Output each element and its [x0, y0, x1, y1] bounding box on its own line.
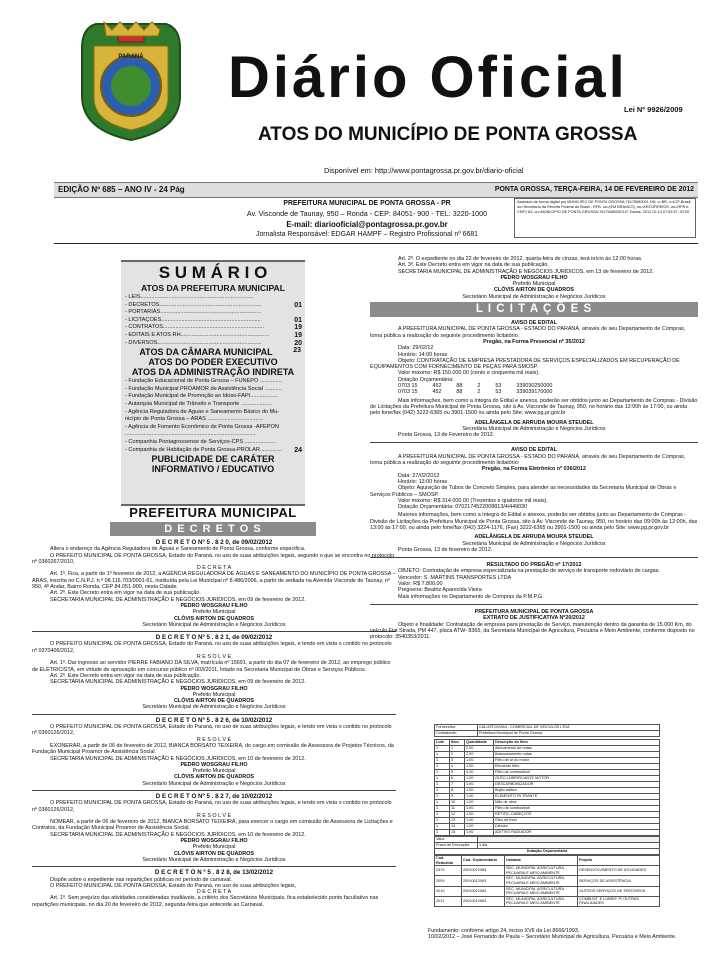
pregao-17-auctioneer: Pregoeira: Beatriz Aparecida Vieira: [398, 587, 482, 594]
table-cell: SEC. MUNICIPAL AGRICULTURA, PECUARIA E MEIO AMBIENTE: [505, 876, 578, 886]
table-cell: DESCARBONIZADOR: [494, 782, 660, 788]
table-cell: 1,00: [465, 794, 494, 800]
decree-5821-mayor: PEDRO WOSGRAU FILHO: [180, 685, 248, 692]
decree-5826-secretary: CLÓVIS AIRTON DE QUADROS: [174, 774, 254, 781]
edital-35-budget-row: 0703 15 452 88 2 53 339030250000: [398, 383, 553, 390]
decree-5821-secretary-role: Secretário Municipal de Administração e Negócios Jurídicos: [142, 704, 286, 711]
decree-5828-secretaria: SECRETARIA MUNICIPAL DE ADMINISTRAÇÃO E NEGÓCIOS JURÍDICOS, em 13 de fevereiro de 2012.: [398, 268, 654, 275]
summary-item[interactable]: [125, 409, 302, 417]
extrato-20-object: Objeto e finalidade: Contratação de empresa para prestação de Serviço, manutenção dentro da garantia de 15.000 Km, do veículo Fiat Strada, PM 447, placa ATW- 8365, da Secretaria Municipal de Agricultura, Pecuária e Meio Ambiente, conforme disposto no protocolo: 3540353/2011.: [370, 621, 695, 641]
newspaper-title: Diário Oficial: [228, 45, 628, 110]
table-cell: ELEMENTO FILTRANTE: [494, 794, 660, 800]
table-cell: 1: [435, 776, 450, 782]
table-cell: 11: [450, 806, 465, 812]
pregao-17-heading: RESULTADO DO PREGÃO nº 17/2012: [486, 562, 582, 569]
summary-box: [121, 260, 305, 506]
summary-item-label: - DIVERSOS...................................................................: [125, 339, 262, 346]
extrato-footer: [400, 928, 698, 941]
decree-5821-art2: Art. 2º. Este Decreto entra em vigor na data de sua publicação.: [50, 672, 201, 679]
summary-item-label: - Agência Reguladora de Águas e Saneamento Básico do Mu-: [125, 408, 280, 415]
law-reference: Lei Nº 9926/2009: [624, 105, 683, 114]
divider: [370, 604, 698, 605]
summary-item-page: [288, 409, 302, 417]
pregao-17-info: Mais informações no Departamento de Compras da P.M.P.G.: [398, 593, 544, 600]
summary-section-prefeitura: ATOS DA PREFEITURA MUNICIPAL: [140, 283, 286, 293]
table-cell: Mão de obra: [494, 800, 660, 806]
summary-item-page: [288, 439, 302, 447]
supplier-label: Fornecedor:: [435, 725, 478, 731]
summary-section-executivo: ATOS DO PODER EXECUTIVO: [148, 357, 278, 368]
decree-5820-secretaria: SECRETARIA MUNICIPAL DE ADMINISTRAÇÃO E NEGÓCIOS JURÍDICOS, em 09 de fevereiro de 2012.: [50, 596, 306, 603]
decree-5826-article: EXONERAR, a partir de 06 de fevereiro de 2012, BIANCA BORSATO TEIXEIRA, do cargo em comissão de Assessora de Projetos Técnicos, da Fundação Municipal Proamor de Assistência Social.: [32, 742, 394, 756]
summary-item-label: - LEIS.........................................................................: [125, 294, 254, 300]
table-row: [435, 886, 660, 896]
table-row: [435, 866, 660, 876]
extrato-20-heading: EXTRATO DE JUSTIFICATIVA Nº20/2012: [483, 615, 585, 622]
summary-item-page: [288, 294, 302, 302]
table-cell: 1: [435, 830, 450, 836]
table-cell: 1: [435, 764, 450, 770]
edital-35-heading: AVISO DE EDITAL: [511, 320, 557, 327]
decree-5821-resolve: R E S O L V E: [196, 654, 232, 661]
decretos-section-bar: D E C R E T O S: [110, 522, 316, 536]
table-cell: 1,00: [465, 824, 494, 830]
decree-5826-heading: D E C R E T O Nº 5 . 8 2 6, de 10/02/2012: [155, 716, 273, 724]
decree-5820-mayor-role: Prefeito Municipal: [192, 609, 236, 616]
summary-item-label: - Agência de Fomento Econômico de Ponta Grossa -AFEPON: [125, 423, 279, 430]
decree-5828-decreta: D E C R E T A: [196, 889, 232, 896]
edition-date: PONTA GROSSA, TERÇA-FEIRA, 14 DE FEVEREIRO DE 2012: [494, 186, 694, 193]
summary-item-page: 24: [294, 446, 302, 454]
summary-item-label: nicípio de Ponta Grossa – ARAS ....................................: [125, 416, 264, 423]
decree-5820-mayor: PEDRO WOSGRAU FILHO: [180, 602, 248, 609]
publisher-journalist: Jornalista Responsável: EDGAR HAMPF – Registro Profissional nº 6681: [256, 231, 478, 238]
summary-item-label: - PORTARIAS.................................................................: [125, 309, 262, 316]
total-label: Valor:: [435, 837, 478, 843]
table-header-cell: Quantidade: [465, 740, 494, 746]
edital-35-budget-label: Dotação Orçamentária:: [398, 376, 454, 383]
prefeitura-heading: PREFEITURA MUNICIPAL: [129, 505, 297, 520]
edital-36-heading: AVISO DE EDITAL: [511, 447, 557, 454]
table-cell: 1,00: [465, 818, 494, 824]
decree-5827-heading: D E C R E T O Nº 5 . 8 2 7, de 10/02/2012: [155, 792, 273, 800]
divider: [32, 866, 396, 867]
extrato-signature-line: 10/02/2012 – José Fernando de Paula – Secretário Municipal de Agricultura, Pecuária e Meio Ambiente.: [428, 934, 677, 941]
table-cell: 10: [450, 800, 465, 806]
table-row: [435, 830, 660, 836]
table-cell: 2009: [435, 876, 462, 886]
extrato-prefeitura: PREFEITURA MUNICIPAL DE PONTA GROSSA: [474, 608, 594, 615]
table-cell: SERVIÇOS DE ASSISTÊNCIA: [578, 876, 660, 886]
table-cell: 1,00: [465, 788, 494, 794]
summary-item-page: 20: [294, 339, 302, 347]
edital-36-date: Data: 27/02/2012: [398, 472, 440, 479]
right-column: [370, 256, 698, 640]
licitacoes-section-bar: L I C I T A Ç Õ E S: [370, 302, 698, 317]
edital-36-signatory: ADELÂNGELA DE ARRUDA MOURA STEUDEL: [474, 534, 594, 541]
table-cell: ÓLEO LUBRIFICANTE MOTOR: [494, 776, 660, 782]
availability-url: Disponível em: http://www.pontagrossa.pr.gov.br/diario-oficial: [324, 166, 524, 175]
digital-signature-box: [514, 198, 696, 238]
digital-signature-text: Assinado de forma digital por MUNICIPIO DE PONTA GROSSA:76175680001 DN: c=BR, o=ICP-Brasil, ou=Secretaria da Receita Federal do Brasil - RFB, ou=(EM BRANCO), ou=ARCORREIOS, ou=RFB e-CNPJ A3, cn=MUNICIPIO DE PONTA GROSSA:76175680000147 Dados: 2012.02.14 07:53:37 -02'00': [517, 200, 692, 214]
divider: [370, 557, 698, 558]
publisher-address: Av. Visconde de Taunay, 950 – Ronda - CEP: 84051- 900 - TEL: 3220-1000: [246, 209, 488, 218]
deadline-value: 1 dia: [478, 843, 660, 849]
decree-5828-art1: Art. 1º. Sem prejuízo das atividades consideradas inadiáveis, a critério dos Secretários Municipais, fica estabelecido ponto facultativo nas repartições municipais, no dia 20 de fevereiro de 2012, segunda-feira que antecede ao Carnaval.: [32, 895, 379, 908]
summary-item-page: [288, 401, 302, 409]
decrees-column: [32, 540, 396, 908]
summary-item-page: [288, 431, 302, 439]
pregao-17-winner: Vencedor: S. MARTINS TRANSPORTES LTDA: [398, 574, 512, 581]
table-cell: 2,00: [465, 746, 494, 752]
decree-5827-mayor: PEDRO WOSGRAU FILHO: [180, 838, 248, 845]
decree-5820-decreta: D E C R E T A: [196, 565, 232, 572]
table-cell: 6: [450, 776, 465, 782]
publisher-name: PREFEITURA MUNICIPAL DE PONTA GROSSA - PR: [283, 200, 451, 207]
municipal-crest: [74, 18, 188, 142]
summary-list-prefeitura: [121, 293, 305, 347]
summary-item-label: - CONTRATOS.................................................................: [125, 324, 265, 331]
summary-item-label: - Fundação Municipal PROAMOR de Assistência Social ...........: [125, 385, 282, 392]
decree-5828-heading: D E C R E T O N º 5 . 8 2 8, de 13/02/2012: [154, 869, 274, 877]
decree-5820-heading: D E C R E T O Nº 5 . 8 2 0, de 09/02/2012: [155, 539, 273, 546]
edital-35-value: Valor máximo: R$ 150.000,00 (cento e cinquenta mil reais).: [398, 370, 540, 377]
summary-item-label: - DECRETOS..................................................................: [125, 301, 262, 308]
table-row: [435, 896, 660, 906]
summary-item-label: - Fundação Municipal de Promoção ao Idoso-FAPI..................: [125, 393, 279, 400]
crest-top-text: PARANÁ: [118, 54, 144, 60]
edital-36-signatory-role: Secretária Municipal de Administração e Negócios Jurídicos: [462, 540, 606, 547]
table-cell: 1,00: [465, 776, 494, 782]
decree-5820-secretary-role: Secretário Municipal de Administração e Negócios Jurídicos: [142, 621, 286, 628]
table-header-cell: Unidade: [505, 856, 578, 866]
edital-36-modality: Pregão, na Forma Eletrônico nº 036/2012: [481, 466, 587, 473]
table-cell: 20010012063: [462, 896, 505, 906]
contractor-label: Contratante:: [435, 731, 478, 737]
summary-item[interactable]: [125, 378, 302, 386]
header-rule: [54, 243, 698, 244]
summary-item[interactable]: [125, 317, 302, 325]
page-subtitle: ATOS DO MUNICÍPIO DE PONTA GROSSA: [258, 124, 638, 145]
edital-35-modality: Pregão, na Forma Presencial nº 35/2012: [483, 338, 585, 345]
table-header-cell: Descrição do Item: [494, 740, 660, 746]
decree-5828-art3: Art. 3º. Este Decreto entra em vigor na data de sua publicação.: [398, 262, 549, 269]
edital-36-hour: Horário: 13:00 horas: [398, 478, 448, 485]
table-cell: 2: [450, 752, 465, 758]
table-cell: 3: [450, 758, 465, 764]
decree-5821-secretary: CLÓVIS AIRTON DE QUADROS: [174, 698, 254, 705]
decree-5827-secretary: CLÓVIS AIRTON DE QUADROS: [174, 850, 254, 857]
table-cell: DESENVOLVIMENTO DE ATIVIDADES: [578, 866, 660, 876]
table-cell: 8: [450, 788, 465, 794]
table-cell: 1,00: [465, 830, 494, 836]
table-cell: ADITIVO RADIADOR: [494, 830, 660, 836]
extrato-items-table: [434, 724, 660, 907]
edital-36-object: Objeto: Aquisição de Tubos de Concreto Simples, para atender as necessidades da Secretaria Municipal de Obras e Serviços Públicos – SMOSP.: [370, 485, 677, 498]
table-cell: Filtro de ar do motor: [494, 758, 660, 764]
edital-36-place: Ponta Grossa, 13 de fevereiro de 2012.: [398, 546, 493, 553]
decree-5826-resolve: R E S O L V E: [196, 736, 232, 743]
summary-section-indireta: ATOS DA ADMINISTRAÇÃO INDIRETA: [131, 367, 295, 378]
pregao-17-value: Valor: R$ 7.800,00: [398, 581, 443, 588]
summary-section-informativo: INFORMATIVO / EDUCATIVO: [151, 464, 275, 475]
table-cell: 1: [435, 794, 450, 800]
decree-5828-summary: Dispõe sobre o expediente nas repartições públicas no período de carnaval.: [50, 876, 232, 883]
summary-item[interactable]: [125, 309, 302, 317]
summary-item-page: 19: [294, 324, 302, 332]
summary-item[interactable]: [125, 439, 302, 447]
pregao-17-object: OBJETO: Contratação de empresa especializada na prestação de serviço de transporte rodoviário de cargas.: [398, 568, 660, 575]
decree-5820-secretary: CLÓVIS AIRTON DE QUADROS: [174, 615, 254, 622]
decree-5821-secretaria: SECRETARIA MUNICIPAL DE ADMINISTRAÇÃO E NEGÓCIOS JURÍDICOS, em 09 de fevereiro de 2012.: [50, 679, 306, 686]
edital-35-intro: A PREFEITURA MUNICIPAL DE PONTA GROSSA - ESTADO DO PARANÁ, através de seu Departamento de Compras, torna pública a realização do seguinte procedimento licitatório:: [370, 326, 686, 339]
table-cell: 4,00: [465, 770, 494, 776]
table-cell: 1,00: [465, 806, 494, 812]
table-header-cell: Item: [450, 740, 465, 746]
decree-5828-mayor: PEDRO WOSGRAU FILHO: [500, 274, 568, 281]
summary-item[interactable]: [125, 431, 302, 439]
decree-5826-mayor-role: Prefeito Municipal: [192, 768, 236, 775]
table-cell: SEC. MUNICIPAL AGRICULTURA, PECUARIA E MEIO AMBIENTE: [505, 886, 578, 896]
summary-item-label: - Fundação Educacional de Ponta Grossa – FUNEPO ..............: [125, 378, 282, 385]
table-cell: 1,00: [465, 764, 494, 770]
decree-5828-secretary: CLÓVIS AIRTON DE QUADROS: [494, 287, 574, 294]
table-header-cell: Cod. Reduzido: [435, 856, 462, 866]
summary-item-label: - Companhia Pontagrossense de Serviços-CPS ....................: [125, 438, 276, 445]
divider: [32, 790, 396, 791]
edital-35-object: Objeto: CONTRATAÇÃO DE EMPRESA PRESTADORA DE SERVIÇOS ESPECIALIZADOS EM RECUPERAÇÃO DE EQUIPAMENTOS COM FORNECIMENTO DE PEÇAS PARA SMOSP.: [370, 357, 680, 371]
decree-5821-mayor-role: Prefeito Municipal: [192, 691, 236, 698]
summary-item-page: 01: [294, 316, 302, 324]
summary-item-label: - LICITAÇÕES................................................................: [125, 316, 261, 323]
decree-5821-preamble: O PREFEITO MUNICIPAL DE PONTA GROSSA, Estado do Paraná, no uso de suas atribuições legais, e tendo em vista o contido no protocolo nº 0370406/2012,: [32, 641, 392, 654]
table-cell: 20010012063: [462, 886, 505, 896]
decree-5820-art1: Art. 1º. Fica, a partir de 1º fevereiro de 2012, a AGÊNCIA REGULADORA DE ÁGUAS E SANEAMENTO DO MUNICÍPIO DE PONTA GROSSA – ARAS, inscrita no C.N.P.J. n.º 08.116.703/0001-61, instituída pela Lei Municipal nº 8.486/2006, a partir de sediada na Avenida Visconde de Taunay, nº 950, 4º Andar, Bairro Ronda, CEP 84.051-900, nesta Cidade.: [32, 571, 396, 591]
divider: [32, 714, 396, 715]
table-cell: 7: [450, 782, 465, 788]
summary-item[interactable]: [125, 401, 302, 409]
extrato-legal-basis: Fundamento: conforme artigo 24, inciso XVII da Lei 8666/1993.: [428, 928, 580, 934]
summary-item[interactable]: [125, 332, 302, 340]
edition-bar: [54, 182, 698, 198]
table-cell: 1: [435, 800, 450, 806]
table-cell: Filtro de combustível: [494, 770, 660, 776]
table-cell: 1: [435, 782, 450, 788]
summary-item[interactable]: [125, 324, 302, 332]
table-cell: 1: [435, 758, 450, 764]
table-cell: COMBUST. E LUBRIF. P/ OUTRAS FINALIDADES: [578, 896, 660, 906]
table-cell: 2,00: [465, 752, 494, 758]
decree-5828-mayor-role: Prefeito Municipal: [512, 281, 556, 288]
table-cell: 4: [450, 764, 465, 770]
decree-5821-art1: Art. 1º. Dar ingresso ao servidor PIERRE FABIANO DA SILVA, matrícula nº 15691, a partir do dia 07 de fevereiro de 2012, ao emprego público de ELETRICISTA, em virtude de aprovação em concurso público nº 003/2011, lotado na Secretaria Municipal de Obras e Serviços Públicos.: [32, 660, 391, 673]
summary-item-label: - Autarquia Municipal de Trânsito e Transporte ....................: [125, 400, 273, 407]
summary-item-label: - Companhia de Habitação de Ponta Grossa-PROLAR..............: [125, 446, 282, 453]
publisher-block: [225, 200, 509, 238]
edital-36-intro: A PREFEITURA MUNICIPAL DE PONTA GROSSA - ESTADO DO PARANÁ, através de seu Departamento de Compras, torna pública a realização do seguinte procedimento licitatório:: [370, 453, 686, 467]
table-cell: 1: [435, 818, 450, 824]
decree-5826-mayor: PEDRO WOSGRAU FILHO: [180, 761, 248, 768]
table-cell: 12: [450, 812, 465, 818]
table-cell: Filtro de combustível: [494, 806, 660, 812]
summary-item-label: - EDITAIS E ATOS RH.........................................................: [125, 331, 270, 338]
table-cell: Óleo de freio: [494, 818, 660, 824]
summary-item-page: [288, 424, 302, 432]
table-cell: 5: [450, 770, 465, 776]
divider: [32, 631, 396, 632]
table-cell: 1,00: [465, 758, 494, 764]
summary-item[interactable]: [125, 393, 302, 401]
edital-35-signatory: ADELÂNGELA DE ARRUDA MOURA STEUDEL: [474, 419, 594, 426]
table-cell: 2379: [435, 866, 462, 876]
summary-item-page: [288, 393, 302, 401]
summary-item-page: [288, 416, 302, 424]
decree-5826-secretaria: SECRETARIA MUNICIPAL DE ADMINISTRAÇÃO E NEGÓCIOS JURÍDICOS, em 10 de fevereiro de 2012.: [50, 755, 306, 762]
summary-item-page: [288, 378, 302, 386]
table-cell: 9: [450, 794, 465, 800]
decree-5820-preamble: O PREFEITO MUNICIPAL DE PONTA GROSSA, Estado do Paraná, no uso de suas atribuições legais, segundo o que se encontra no protocolo nº 0360267/2010,: [32, 552, 395, 565]
table-cell: 14: [450, 824, 465, 830]
table-cell: Elemento filtro: [494, 764, 660, 770]
summary-item[interactable]: [125, 294, 302, 302]
edital-36-info: Maiores informações, bem como a íntegra do Edital e anexos, poderão ser obtidos junto ao Departamento de Compras - Divisão de Licitações da Prefeitura Municipal de Ponta Grossa, sito à Av. Visconde de Taunay, 950, no horário das 09:00h às 12:00h, das 13:00 às 17:00, ou ainda pelo fone/fax (042) 3224-1176, (Fax) 3222-6365 ou 3901-1500 ou ainda pelo Site: www.pg.pr.gov.br: [370, 512, 698, 531]
table-cell: 20010012083: [462, 866, 505, 876]
table-cell: 1: [435, 752, 450, 758]
summary-item[interactable]: [125, 386, 302, 394]
edition-number: EDIÇÃO Nº 685 – ANO IV - 24 Pág: [58, 185, 185, 194]
table-row: [435, 876, 660, 886]
summary-item-page: [288, 386, 302, 394]
decree-5827-article: NOMEAR, a partir de 06 de fevereiro de 2012, BIANCA BORSATO TEIXEIRA, para exercer o cargo em comissão de Assessora de Licitações e Contratos, da Fundação Municipal Proamor de Assistência Social.: [32, 819, 393, 832]
table-cell: Bujão aditivo: [494, 788, 660, 794]
table-cell: 1: [435, 746, 450, 752]
summary-title: S U M Á R I O: [158, 263, 268, 282]
edital-36-budget: Dotação Orçamentária: 0702174522008813/4/449030: [398, 504, 528, 511]
table-cell: 2011: [435, 896, 462, 906]
summary-section-publicidade: PUBLICIDADE DE CARÁTER: [151, 454, 275, 465]
edital-35-info: Mais informações, bem como a íntegra do Edital e anexos, poderão ser obtidos junto ao Departamento de Compras - Divisão de Licitações da Prefeitura Municipal de Ponta Grossa, sito à Av. Visconde de Taunay, 950, no horário das 12:00h às 17:00, ou ainda pelo fone/fax (042) 3222-6365 ou 3901-1500 ou ainda pelo Site: www.pg.pr.gov.br: [370, 397, 698, 417]
table-cell: Balanceamento rodas: [494, 752, 660, 758]
table-cell: RETIFIC.CABEÇOTE: [494, 812, 660, 818]
divider: [370, 442, 698, 443]
decree-5821-heading: D E C R E T O Nº 5 . 8 2 1, de 09/02/2012: [155, 634, 273, 642]
edital-35-place: Ponta Grossa, 13 de Fevereiro de 2012.: [398, 432, 495, 439]
table-cell: Diluidor: [494, 824, 660, 830]
table-cell: 1: [435, 788, 450, 794]
summary-item[interactable]: [125, 416, 302, 424]
summary-section-camara: ATOS DA CÂMARA MUNICIPAL: [139, 347, 273, 358]
table-cell: SEC. MUNICIPAL AGRICULTURA, PECUARIA E MEIO AMBIENTE: [505, 866, 578, 876]
decree-5827-resolve: R E S O L V E: [196, 812, 232, 819]
decree-5827-secretary-role: Secretário Municipal de Administração e Negócios Jurídicos: [142, 856, 286, 863]
table-cell: OUTROS SERVIÇOS DE TERCEIROS: [578, 886, 660, 896]
table-cell: 15: [450, 830, 465, 836]
publisher-email: E-mail: diariooficial@pontagrossa.pr.gov.br: [286, 220, 448, 229]
decree-5827-mayor-role: Prefeito Municipal: [192, 844, 236, 851]
table-cell: SEC. MUNICIPAL AGRICULTURA, PECUARIA E MEIO AMBIENTE: [505, 896, 578, 906]
table-cell: Alinhamento de rodas: [494, 746, 660, 752]
decree-5828-secretary-role: Secretário Municipal de Administração e Negócios Jurídicos: [462, 293, 606, 300]
table-cell: 1: [450, 746, 465, 752]
decree-5826-preamble: O PREFEITO MUNICIPAL DE PONTA GROSSA, Estado do Paraná, no uso de suas atribuições legais, e tendo em vista o contido no protocolo nº 0360126/2012,: [32, 724, 392, 737]
table-cell: 1,00: [465, 782, 494, 788]
table-cell: 13: [450, 818, 465, 824]
table-cell: 1,00: [465, 812, 494, 818]
summary-item-page: [288, 309, 302, 317]
edital-36-value: Valor máximo: R$ 314.000,00 (Trezentos e quatorze mil reais).: [398, 497, 548, 504]
table-cell: 1,00: [465, 800, 494, 806]
decree-5828-art2: Art. 2º. O expediente no dia 22 de fevereiro de 2012, quarta-feira de cinzas, terá início às 12:00 horas.: [398, 256, 643, 262]
supplier-value: CALUSTOVIANI - COMERCIAL DE VEICULOS LTDA: [478, 725, 660, 731]
edital-35-budget-row: 0703 15 452 88 2 53 339039170000: [398, 389, 553, 396]
summary-item[interactable]: [125, 424, 302, 432]
summary-item-page: 19: [294, 331, 302, 339]
edital-35-hour: Horário: 14:00 horas: [398, 351, 448, 358]
summary-item[interactable]: [125, 447, 302, 455]
summary-item-page: 01: [294, 301, 302, 309]
edital-35-signatory-role: Secretária Municipal de Administração e Negócios Jurídicos: [462, 425, 606, 432]
budget-title: Dotação Orçamentária: [435, 849, 660, 855]
decree-5820-summary: Altera o endereço da Agência Reguladora de Águas e Saneamento de Ponta Grossa, conforme especifica.: [50, 546, 306, 553]
summary-list-indireta: [121, 377, 305, 454]
table-header-cell: Projeto: [578, 856, 660, 866]
decree-5828-preamble: O PREFEITO MUNICIPAL DE PONTA GROSSA, Estado do Paraná, no uso de suas atribuições legais,: [50, 882, 297, 889]
table-cell: 2010: [435, 886, 462, 896]
edital-35-date: Data: 29/02/12: [398, 345, 434, 352]
table-cell: 1: [435, 812, 450, 818]
table-cell: 1: [435, 806, 450, 812]
summary-item-label: ....................................................................................: [125, 431, 256, 438]
table-cell: 20010012063: [462, 876, 505, 886]
table-header-cell: Lote: [435, 740, 450, 746]
deadline-label: Prazo de Execução:: [435, 843, 478, 849]
table-cell: 1: [435, 770, 450, 776]
decree-5820-art2: Art. 2º. Este Decreto entra em vigor na data de sua publicação.: [50, 590, 201, 597]
decree-5827-secretaria: SECRETARIA MUNICIPAL DE ADMINISTRAÇÃO E NEGÓCIOS JURÍDICOS, em 10 de fevereiro de 2012.: [50, 831, 306, 838]
table-cell: 1: [435, 824, 450, 830]
decree-5826-secretary-role: Secretário Municipal de Administração e Negócios Jurídicos: [142, 780, 286, 787]
summary-item[interactable]: [125, 302, 302, 310]
summary-page-camara: 23: [293, 347, 301, 355]
table-header-cell: Cod. Orçamentário: [462, 856, 505, 866]
decree-5827-preamble: O PREFEITO MUNICIPAL DE PONTA GROSSA, Estado do Paraná, no uso de suas atribuições legais, e tendo em vista o contido no protocolo nº 0360126/2012,: [32, 800, 392, 813]
contractor-value: Prefeitura Municipal de Ponta Grossa: [478, 731, 660, 737]
